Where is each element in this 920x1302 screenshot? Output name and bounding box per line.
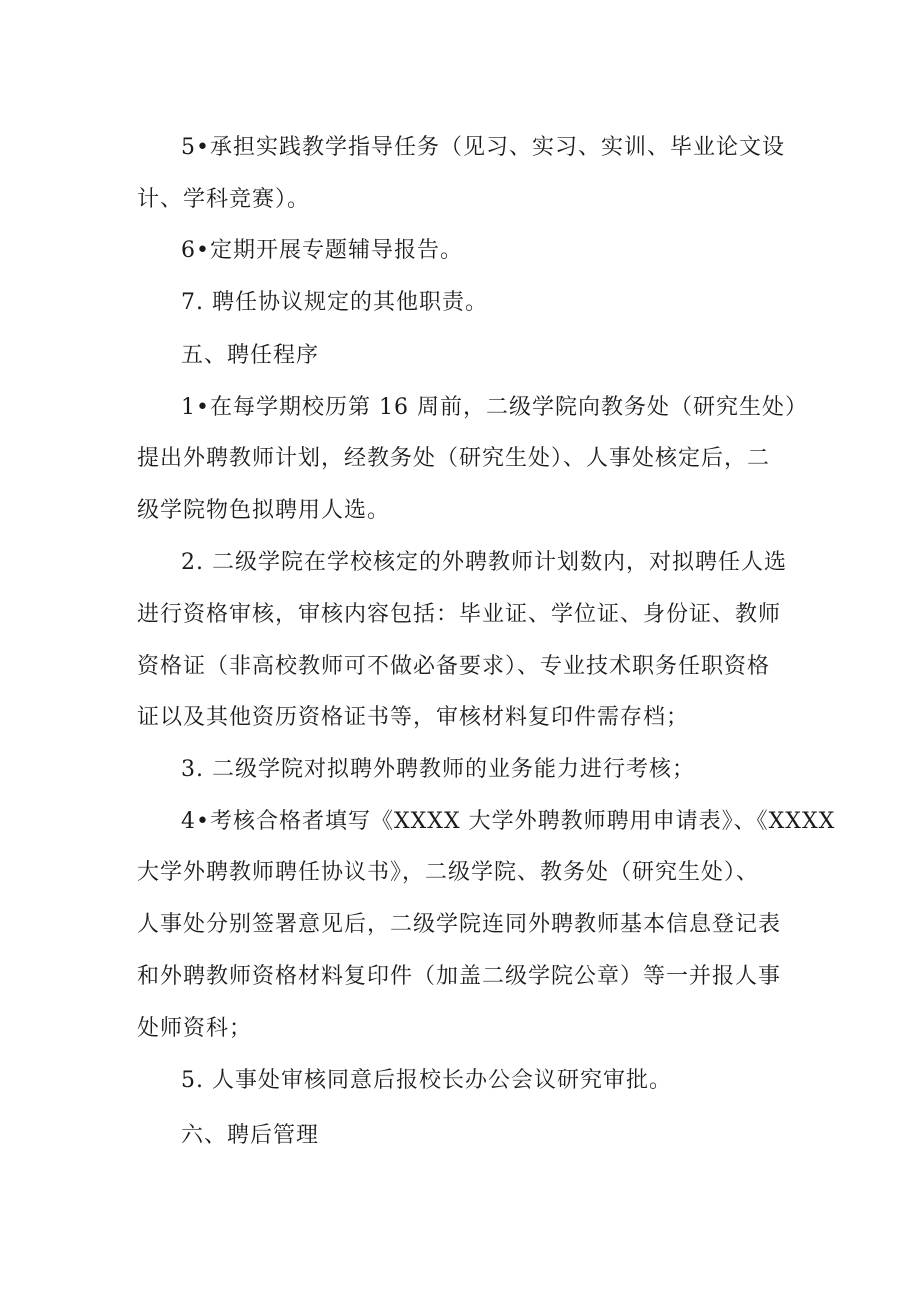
procedure-item-1-line-3: 级学院物色拟聘用人选。 (137, 498, 391, 523)
procedure-item-4-line-3: 人事处分别签署意见后，二级学院连同外聘教师基本信息登记表 (137, 912, 782, 937)
procedure-item-1-line-1: 1•在每学期校历第 16 周前，二级学院向教务处（研究生处） (181, 395, 808, 420)
procedure-item-2-line-4: 证以及其他资历资格证书等，审核材料复印件需存档； (137, 705, 690, 730)
duty-item-5-line-2: 计、学科竞赛）。 (137, 187, 311, 212)
procedure-item-2-line-2: 进行资格审核，审核内容包括：毕业证、学位证、身份证、教师 (137, 602, 782, 627)
duty-item-6: 6•定期开展专题辅导报告。 (181, 238, 463, 263)
duty-item-5-line-1: 5•承担实践教学指导任务（见习、实习、实训、毕业论文设 (181, 135, 785, 160)
duty-item-7: 7. 聘任协议规定的其他职责。 (181, 290, 488, 315)
procedure-item-2-line-3: 资格证（非高校教师可不做必备要求）、专业技术职务任职资格 (137, 654, 771, 679)
section-heading-six: 六、聘后管理 (181, 1123, 320, 1148)
section-heading-five: 五、聘任程序 (181, 343, 320, 368)
procedure-item-4-line-2: 大学外聘教师聘任协议书》，二级学院、教务处（研究生处）、 (137, 860, 760, 885)
procedure-item-1-line-2: 提出外聘教师计划，经教务处（研究生处）、人事处核定后，二 (137, 446, 771, 471)
procedure-item-4-line-5: 处师资科； (137, 1016, 253, 1041)
procedure-item-2-line-1: 2. 二级学院在学校核定的外聘教师计划数内，对拟聘任人选 (181, 550, 787, 575)
procedure-item-4-line-1: 4•考核合格者填写《XXXX 大学外聘教师聘用申请表》、《XXXX (181, 809, 836, 834)
procedure-item-4-line-4: 和外聘教师资格材料复印件（加盖二级学院公章）等一并报人事 (137, 964, 782, 989)
procedure-item-5: 5. 人事处审核同意后报校长办公会议研究审批。 (181, 1068, 672, 1093)
procedure-item-3: 3. 二级学院对拟聘外聘教师的业务能力进行考核； (181, 757, 695, 782)
